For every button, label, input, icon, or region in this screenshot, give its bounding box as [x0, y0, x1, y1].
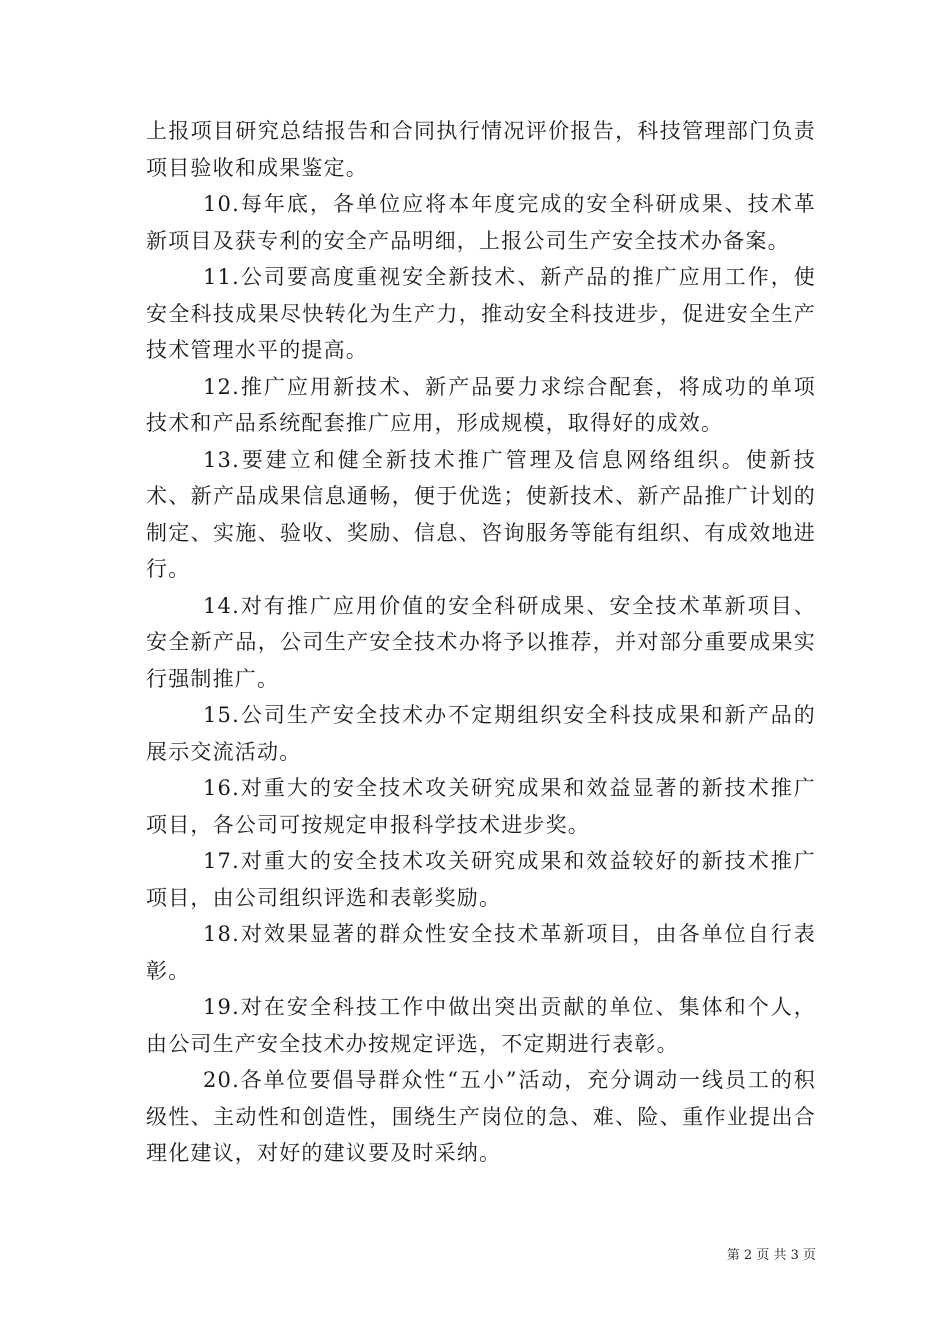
- paragraph-item-13: 13.要建立和健全新技术推广管理及信息网络组织。使新技术、新产品成果信息通畅，便于优选；使新技术、新产品推广计划的制定、实施、验收、奖励、信息、咨询服务等能有组织、有成效地进行。: [146, 447, 816, 581]
- page-number-footer: 第 2 页 共 3 页: [726, 1248, 816, 1263]
- paragraph-item-12: 12.推广应用新技术、新产品要力求综合配套，将成功的单项技术和产品系统配套推广应用，形成规模，取得好的成效。: [146, 374, 816, 435]
- paragraph-item-10: 10.每年底，各单位应将本年度完成的安全科研成果、技术革新项目及获专利的安全产品明细，上报公司生产安全技术办备案。: [146, 192, 816, 253]
- paragraph-item-19: 19.对在安全科技工作中做出突出贡献的单位、集体和个人，由公司生产安全技术办按规定评选，不定期进行表彰。: [146, 995, 816, 1056]
- paragraph-item-20: 20.各单位要倡导群众性“五小”活动，充分调动一线员工的积级性、主动性和创造性，围绕生产岗位的急、难、险、重作业提出合理化建议，对好的建议要及时采纳。: [146, 1068, 816, 1165]
- paragraph-item-18: 18.对效果显著的群众性安全技术革新项目，由各单位自行表彰。: [146, 922, 816, 983]
- paragraph-item-15: 15.公司生产安全技术办不定期组织安全科技成果和新产品的展示交流活动。: [146, 703, 816, 764]
- paragraph-item-17: 17.对重大的安全技术攻关研究成果和效益较好的新技术推广项目，由公司组织评选和表彰奖励。: [146, 849, 816, 910]
- document-body: [146, 113, 816, 1172]
- paragraph-continuation: 上报项目研究总结报告和合同执行情况评价报告，科技管理部门负责项目验收和成果鉴定。: [146, 119, 816, 180]
- paragraph-item-11: 11.公司要高度重视安全新技术、新产品的推广应用工作，使安全科技成果尽快转化为生产力，推动安全科技进步，促进安全生产技术管理水平的提高。: [146, 265, 816, 362]
- paragraph-item-14: 14.对有推广应用价值的安全科研成果、安全技术革新项目、安全新产品，公司生产安全技术办将予以推荐，并对部分重要成果实行强制推广。: [146, 593, 816, 691]
- paragraph-item-16: 16.对重大的安全技术攻关研究成果和效益显著的新技术推广项目，各公司可按规定申报科学技术进步奖。: [146, 776, 816, 837]
